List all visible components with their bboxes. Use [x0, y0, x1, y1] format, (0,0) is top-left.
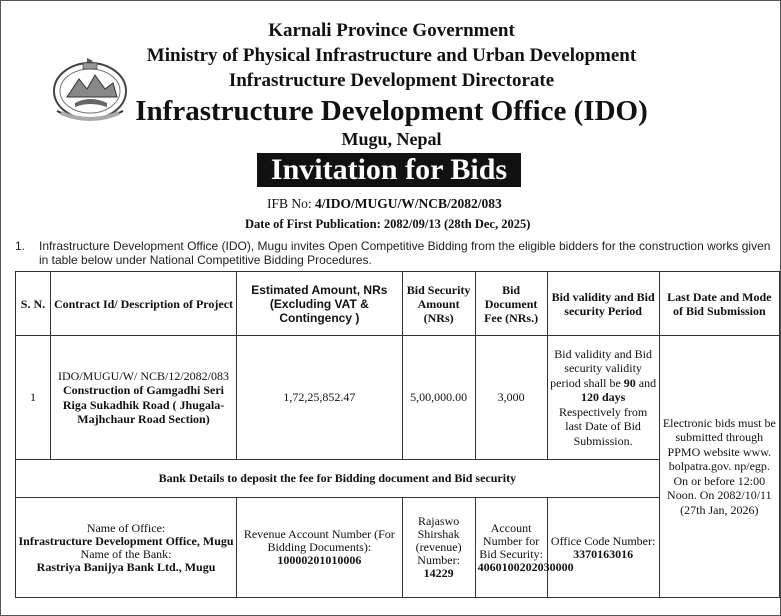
rajaswo-label: Rajaswo Shirshak (revenue) Number: — [415, 514, 462, 567]
intro-paragraph — [15, 240, 775, 267]
table-row — [16, 336, 780, 460]
office-code-number: 3370163016 — [573, 546, 634, 561]
ifb-label: IFB No: — [267, 196, 316, 211]
office-code-cell — [547, 498, 659, 598]
row-contract-id: IDO/MUGU/W/ NCB/12/2082/083 — [58, 368, 229, 383]
row-security: 5,00,000.00 — [402, 336, 475, 460]
header-sn: S. N. — [16, 272, 51, 336]
bank-office-cell — [16, 498, 237, 598]
ministry-name: Ministry of Physical Infrastructure and Urban Development — [146, 45, 637, 66]
bank-value: Rastriya Banijya Bank Ltd., Mugu — [36, 559, 216, 574]
security-account-number: 4060100202030000 — [477, 559, 574, 574]
rajaswo-cell — [402, 498, 475, 598]
ifb-value: 4/IDO/MUGU/W/NCB/2082/083 — [315, 196, 502, 211]
security-account-cell — [475, 498, 574, 598]
office-location: Mugu, Nepal — [341, 129, 442, 149]
office-code-label: Office Code Number: — [550, 533, 656, 548]
header-validity: Bid validity and Bid security Period — [547, 272, 659, 336]
bank-label: Name of the Bank: — [80, 546, 172, 561]
header-security: Bid Security Amount (NRs) — [402, 272, 475, 336]
row-contract — [50, 336, 236, 460]
rajaswo-number: 14229 — [423, 566, 454, 580]
office-name: Infrastructure Development Office (IDO) — [135, 95, 648, 127]
header-last-date: Last Date and Mode of Bid Submission — [659, 272, 779, 336]
ifb-number — [267, 196, 502, 212]
row-estimate: 1,72,25,852.47 — [237, 336, 403, 460]
row-last-date: Electronic bids must be submitted through PPMO website www. bolpatra.gov. np/egp. On or before 12:00 Noon. On 2082/10/11 (27th Jan, 2026) — [659, 336, 779, 598]
header-estimate: Estimated Amount, NRs (Excluding VAT & Contingency ) — [237, 272, 403, 336]
publication-date: Date of First Publication: 2082/09/13 (28th Dec, 2025) — [245, 217, 531, 231]
table-header-row — [16, 272, 780, 336]
bid-table — [15, 271, 780, 598]
validity-pre: Bid validity and Bid security validity period shall be — [550, 346, 652, 390]
office-label: Name of Office: — [86, 520, 166, 535]
row-description: Construction of Gamgadhi Seri Riga Sukadhik Road ( Jhugala-Majhchaur Road Section) — [62, 383, 225, 426]
revenue-label: Revenue Account Number (For Bidding Documents): — [243, 527, 395, 554]
revenue-cell — [237, 498, 403, 598]
validity-post: Respectively from last Date of Bid Submission. — [558, 404, 648, 448]
intro-text: Infrastructure Development Office (IDO), Mugu invites Open Competitive Bidding from the eligible bidders for the construction works given in table below under National Competitive Bidding Procedures. — [39, 239, 771, 267]
office-value: Infrastructure Development Office, Mugu — [18, 533, 234, 548]
row-fee: 3,000 — [475, 336, 547, 460]
validity-days-2: 120 days — [580, 390, 626, 405]
government-name: Karnali Province Government — [268, 20, 515, 41]
security-account-label: Account Number for Bid Security: — [479, 520, 543, 561]
revenue-number: 10000201010006 — [277, 553, 362, 567]
validity-and: and — [638, 375, 657, 390]
header-contract: Contract Id/ Description of Project — [50, 272, 236, 336]
page-title: Invitation for Bids — [257, 153, 521, 187]
validity-days-1: 90 — [623, 375, 636, 390]
intro-number: 1. — [15, 239, 26, 253]
row-validity — [547, 336, 659, 460]
bank-title: Bank Details to deposit the fee for Bidding document and Bid security — [16, 460, 660, 498]
directorate-name: Infrastructure Development Directorate — [228, 70, 555, 91]
row-sn: 1 — [16, 336, 51, 460]
header-fee: Bid Document Fee (NRs.) — [475, 272, 547, 336]
